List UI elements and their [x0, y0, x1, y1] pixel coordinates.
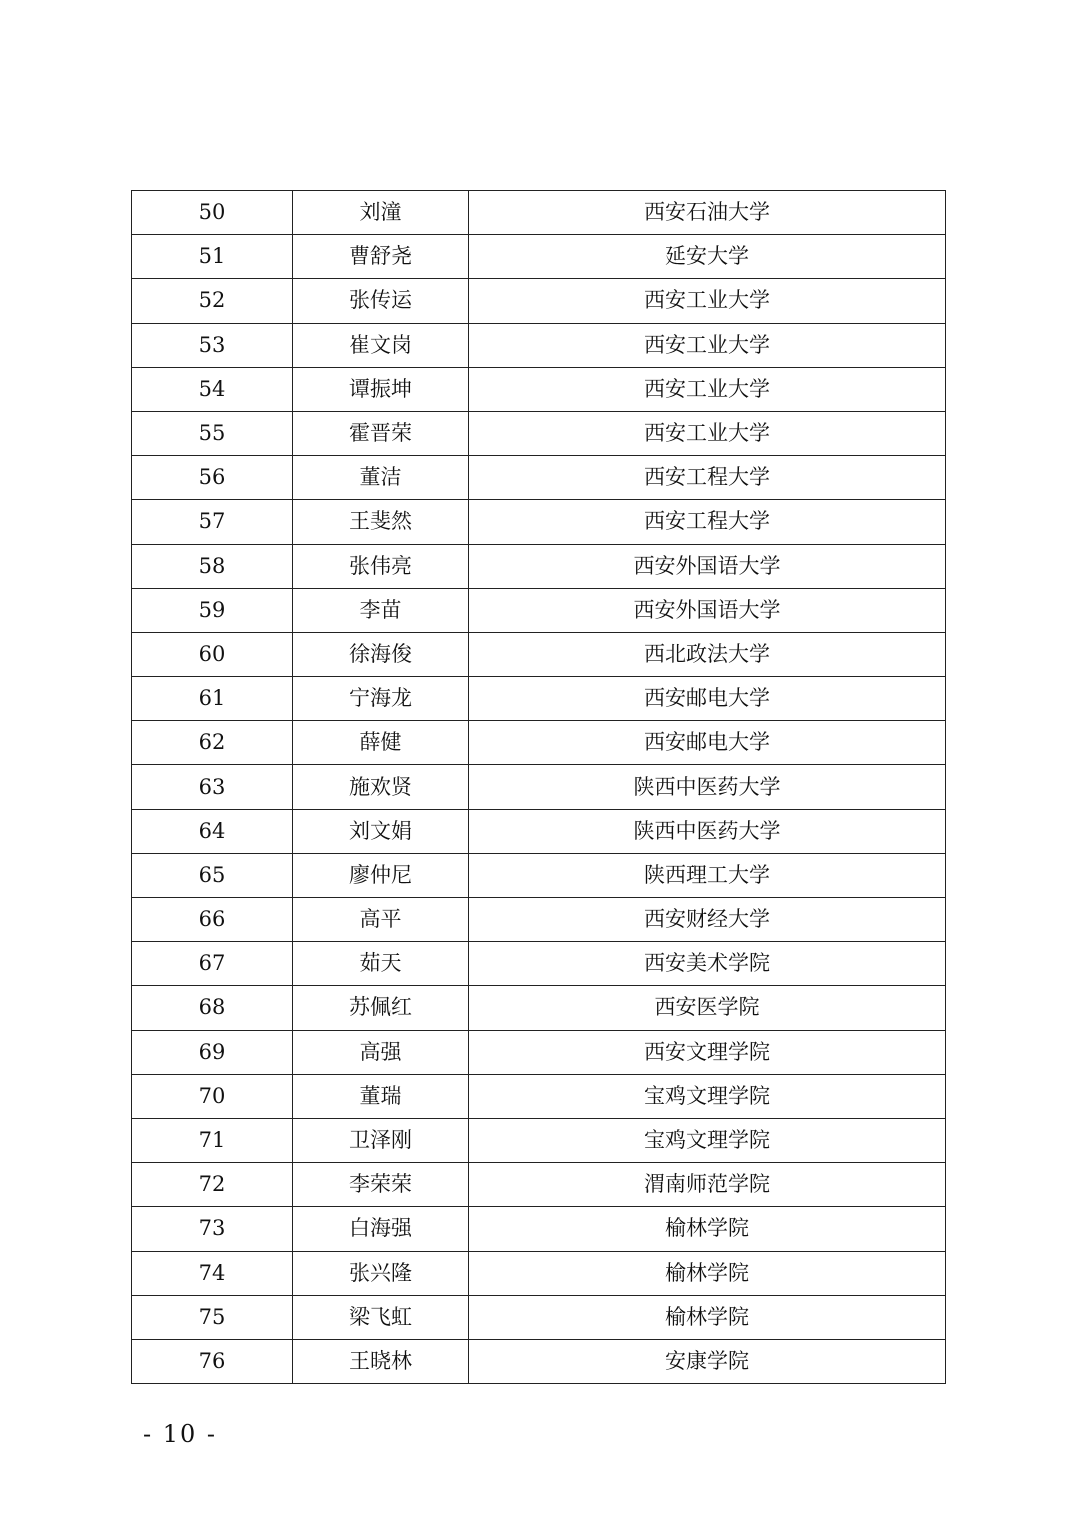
school-cell: 西安邮电大学 [469, 677, 946, 721]
school-cell: 宝鸡文理学院 [469, 1074, 946, 1118]
name-cell: 谭振坤 [293, 367, 469, 411]
row-number-cell: 58 [132, 544, 293, 588]
school-cell: 西安工业大学 [469, 279, 946, 323]
row-number-cell: 72 [132, 1163, 293, 1207]
name-cell: 董瑞 [293, 1074, 469, 1118]
school-cell: 榆林学院 [469, 1207, 946, 1251]
school-cell: 西安工程大学 [469, 456, 946, 500]
row-number-cell: 55 [132, 411, 293, 455]
table-row [132, 1030, 946, 1074]
row-number-cell: 59 [132, 588, 293, 632]
table-row [132, 1118, 946, 1162]
row-number-cell: 56 [132, 456, 293, 500]
row-number-cell: 64 [132, 809, 293, 853]
school-cell: 西安工程大学 [469, 500, 946, 544]
row-number-cell: 70 [132, 1074, 293, 1118]
row-number-cell: 66 [132, 898, 293, 942]
school-cell: 西安工业大学 [469, 411, 946, 455]
table-row [132, 677, 946, 721]
row-number-cell: 50 [132, 191, 293, 235]
table-row [132, 853, 946, 897]
name-cell: 施欢贤 [293, 765, 469, 809]
name-cell: 张伟亮 [293, 544, 469, 588]
table-row [132, 279, 946, 323]
name-cell: 卫泽刚 [293, 1118, 469, 1162]
row-number-cell: 69 [132, 1030, 293, 1074]
school-cell: 安康学院 [469, 1339, 946, 1383]
name-cell: 刘文娟 [293, 809, 469, 853]
table-row [132, 1339, 946, 1383]
table-row [132, 1251, 946, 1295]
name-cell: 董洁 [293, 456, 469, 500]
row-number-cell: 54 [132, 367, 293, 411]
name-cell: 李荣荣 [293, 1163, 469, 1207]
row-number-cell: 71 [132, 1118, 293, 1162]
school-cell: 西安外国语大学 [469, 544, 946, 588]
table-row [132, 367, 946, 411]
name-cell: 霍晋荣 [293, 411, 469, 455]
table-row [132, 323, 946, 367]
row-number-cell: 60 [132, 632, 293, 676]
school-cell: 西安工业大学 [469, 367, 946, 411]
row-number-cell: 62 [132, 721, 293, 765]
table-row [132, 411, 946, 455]
table-row [132, 544, 946, 588]
name-cell: 苏佩红 [293, 986, 469, 1030]
school-cell: 渭南师范学院 [469, 1163, 946, 1207]
school-cell: 宝鸡文理学院 [469, 1118, 946, 1162]
table-row [132, 1074, 946, 1118]
row-number-cell: 65 [132, 853, 293, 897]
name-cell: 高平 [293, 898, 469, 942]
school-cell: 西安工业大学 [469, 323, 946, 367]
row-number-cell: 73 [132, 1207, 293, 1251]
table-row [132, 588, 946, 632]
name-cell: 白海强 [293, 1207, 469, 1251]
roster-table-body [132, 191, 946, 1384]
school-cell: 陕西中医药大学 [469, 809, 946, 853]
row-number-cell: 57 [132, 500, 293, 544]
school-cell: 延安大学 [469, 235, 946, 279]
school-cell: 西安医学院 [469, 986, 946, 1030]
name-cell: 刘潼 [293, 191, 469, 235]
table-row [132, 632, 946, 676]
table-row [132, 721, 946, 765]
row-number-cell: 51 [132, 235, 293, 279]
table-row [132, 1163, 946, 1207]
school-cell: 西安外国语大学 [469, 588, 946, 632]
row-number-cell: 74 [132, 1251, 293, 1295]
name-cell: 廖仲尼 [293, 853, 469, 897]
table-row [132, 898, 946, 942]
table-row [132, 986, 946, 1030]
name-cell: 高强 [293, 1030, 469, 1074]
table-row [132, 235, 946, 279]
name-cell: 宁海龙 [293, 677, 469, 721]
roster-table [131, 190, 946, 1384]
table-row [132, 765, 946, 809]
name-cell: 王斐然 [293, 500, 469, 544]
row-number-cell: 76 [132, 1339, 293, 1383]
table-row [132, 1295, 946, 1339]
name-cell: 徐海俊 [293, 632, 469, 676]
school-cell: 西安文理学院 [469, 1030, 946, 1074]
name-cell: 梁飞虹 [293, 1295, 469, 1339]
row-number-cell: 63 [132, 765, 293, 809]
row-number-cell: 67 [132, 942, 293, 986]
table-row [132, 456, 946, 500]
school-cell: 西北政法大学 [469, 632, 946, 676]
table-row [132, 500, 946, 544]
school-cell: 榆林学院 [469, 1251, 946, 1295]
name-cell: 茹天 [293, 942, 469, 986]
page-number: - 10 - [143, 1420, 218, 1448]
name-cell: 薛健 [293, 721, 469, 765]
row-number-cell: 68 [132, 986, 293, 1030]
name-cell: 张传运 [293, 279, 469, 323]
table-row [132, 809, 946, 853]
row-number-cell: 61 [132, 677, 293, 721]
table-row [132, 191, 946, 235]
school-cell: 榆林学院 [469, 1295, 946, 1339]
school-cell: 西安邮电大学 [469, 721, 946, 765]
school-cell: 西安财经大学 [469, 898, 946, 942]
name-cell: 王晓林 [293, 1339, 469, 1383]
name-cell: 张兴隆 [293, 1251, 469, 1295]
row-number-cell: 75 [132, 1295, 293, 1339]
name-cell: 李苗 [293, 588, 469, 632]
school-cell: 西安石油大学 [469, 191, 946, 235]
row-number-cell: 53 [132, 323, 293, 367]
name-cell: 崔文岗 [293, 323, 469, 367]
school-cell: 陕西理工大学 [469, 853, 946, 897]
table-row [132, 942, 946, 986]
school-cell: 西安美术学院 [469, 942, 946, 986]
name-cell: 曹舒尧 [293, 235, 469, 279]
table-row [132, 1207, 946, 1251]
row-number-cell: 52 [132, 279, 293, 323]
school-cell: 陕西中医药大学 [469, 765, 946, 809]
